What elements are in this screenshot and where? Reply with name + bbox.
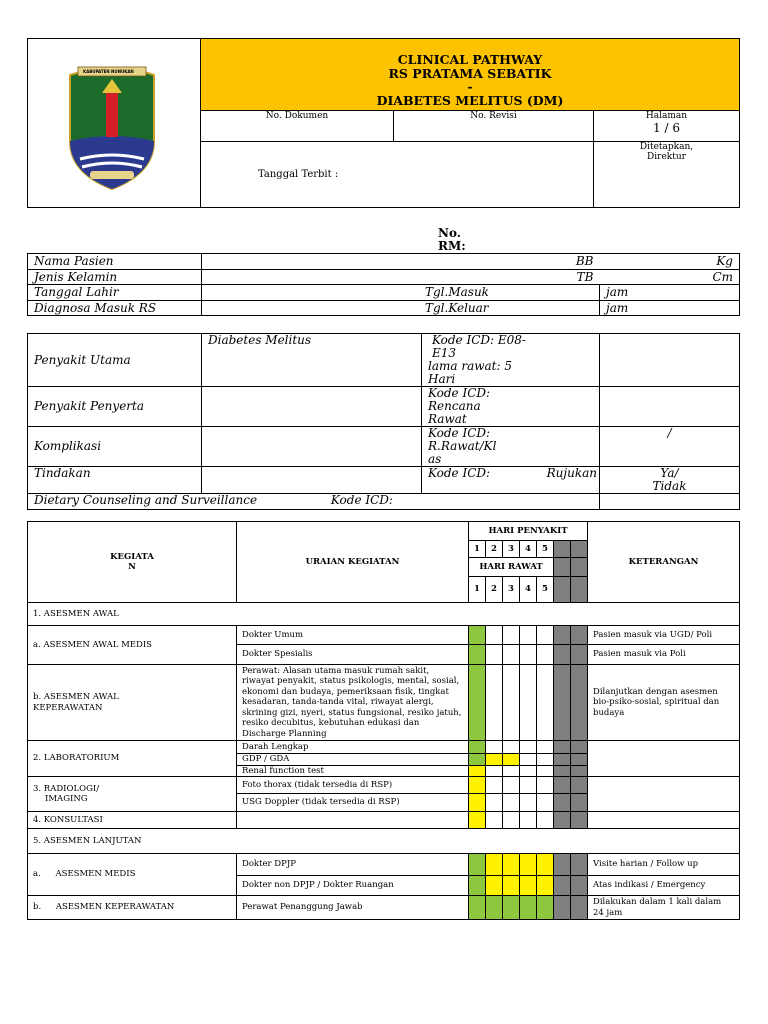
hari-rawat-header: HARI RAWAT (469, 558, 554, 577)
usg-label: USG Doppler (tidak tersedia di RSP) (237, 794, 469, 812)
icd-dietary: Kode ICD: (330, 493, 393, 507)
cell-empty (537, 754, 554, 766)
jenis-kelamin-label: Jenis Kelamin (28, 269, 202, 285)
hr-day-5: 5 (537, 577, 554, 603)
cell-gray (554, 645, 571, 665)
direktur-label: Direktur (647, 152, 686, 162)
cell-yellow (537, 854, 554, 876)
title-line-3: - (467, 79, 473, 94)
dokter-umum-label: Dokter Umum (237, 626, 469, 645)
diagnosa-masuk-label: Diagnosa Masuk RS (28, 300, 202, 316)
hr-shade (554, 558, 571, 577)
cell-empty (537, 626, 554, 645)
cell-empty (486, 741, 503, 754)
keterangan-header: KETERANGAN (588, 522, 740, 603)
cell-gray (554, 777, 571, 794)
cell-empty (520, 777, 537, 794)
asesmen-medis-text: ASESMEN MEDIS (55, 869, 136, 880)
cell-yellow (486, 854, 503, 876)
ya-label: Ya/ (660, 466, 679, 480)
kg-label: Kg (600, 254, 740, 270)
cell-yellow (469, 777, 486, 794)
perawat-pj-label: Perawat Penanggung Jawab (237, 896, 469, 920)
slash-mark: / (667, 426, 672, 440)
tindakan-label: Tindakan (28, 467, 202, 494)
cell-gray (571, 741, 588, 754)
cell-empty (537, 765, 554, 777)
logo-cell (28, 39, 201, 208)
perawat-text: Perawat: Alasan utama masuk rumah sakit, riwayat penyakit, status psikologis, mental, sosial, ekonomi dan budaya, pemeriksaan fisik, tingkat kesadaran, tanda-tanda vital, riwayat alergi, skrining gizi, nyeri, status fungsional, resiko jatuh, resiko decubitus, kebutuhan edukasi dan Discharge Planning (237, 665, 469, 741)
cell-green (537, 896, 554, 920)
hp-day-3: 3 (503, 541, 520, 558)
utama-extra-cell (600, 334, 740, 387)
halaman-cell (594, 111, 740, 142)
no-dokumen-label: No. Dokumen (265, 111, 329, 121)
cell-green (469, 854, 486, 876)
cell-yellow (469, 812, 486, 829)
cell-green (486, 896, 503, 920)
icd-utama-cell (422, 334, 600, 387)
dpjp-label: Dokter DPJP (237, 854, 469, 876)
konsultasi-label: 4. KONSULTASI (28, 812, 237, 829)
dokter-umum-ket: Pasien masuk via UGD/ Poli (588, 626, 740, 645)
icd-penyerta: Kode ICD: (428, 386, 491, 400)
perawat-ket: Dilanjutkan dengan asesmen bio-psiko-sosial, spiritual dan budaya (588, 665, 740, 741)
cell-green (469, 645, 486, 665)
penyakit-penyerta-label: Penyakit Penyerta (28, 387, 202, 427)
title-line-2: RS PRATAMA SEBATIK (388, 65, 552, 81)
cell-gray (571, 665, 588, 741)
nama-pasien-label: Nama Pasien (28, 254, 202, 270)
cell-empty (486, 812, 503, 829)
hp-day-4: 4 (520, 541, 537, 558)
radiologi-ket (588, 777, 740, 812)
cell-yellow (486, 754, 503, 766)
radiologi-2: IMAGING (45, 794, 88, 804)
tanggal-terbit-label: Tanggal Terbit : (258, 169, 339, 180)
asesmen-awal-kep-2: KEPERAWATAN (33, 702, 103, 713)
cell-green (469, 754, 486, 766)
gdp-label: GDP / GDA (237, 754, 469, 766)
icd-utama-2: E13 (432, 346, 457, 360)
cell-empty (503, 665, 520, 741)
lama-rawat-2: Hari (428, 372, 456, 386)
no-rm-line-1: No. (438, 226, 461, 240)
cell-gray (554, 854, 571, 876)
cell-gray (571, 777, 588, 794)
dietary-label: Dietary Counseling and Surveillance (34, 493, 258, 507)
cell-empty (520, 665, 537, 741)
cell-empty (520, 765, 537, 777)
asesmen-awal-medis-label: a. ASESMEN AWAL MEDIS (28, 626, 237, 665)
dokter-spesialis-ket: Pasien masuk via Poli (588, 645, 740, 665)
jam-masuk-label: jam (600, 285, 740, 301)
icd-komplikasi: Kode ICD: (428, 426, 491, 440)
no-revisi-cell (394, 111, 594, 142)
hp-shade (554, 541, 571, 558)
cell-empty (503, 626, 520, 645)
no-rm (438, 227, 466, 253)
dpjp-ket: Visite harian / Follow up (588, 854, 740, 876)
cell-empty (503, 765, 520, 777)
perawat-pj-ket: Dilakukan dalam 1 kali dalam 24 jam (588, 896, 740, 920)
rawat-label: Rawat (428, 412, 467, 426)
tgl-masuk-label: Tgl.Masuk (202, 285, 600, 301)
cell-gray (571, 812, 588, 829)
no-revisi-label: No. Revisi (470, 111, 517, 121)
regency-logo-icon (62, 61, 162, 191)
cell-empty (520, 754, 537, 766)
konsultasi-ket (588, 812, 740, 829)
pathway-table (27, 521, 740, 920)
radiologi-1: 3. RADIOLOGI/ (33, 783, 100, 794)
hp-day-2: 2 (486, 541, 503, 558)
asesmen-medis-label (28, 854, 237, 896)
icd-tindakan: Kode ICD: (428, 466, 491, 480)
header-table (27, 38, 740, 208)
cell-yellow (520, 876, 537, 896)
cell-gray (554, 896, 571, 920)
icd-penyerta-cell (422, 387, 600, 427)
cell-yellow (469, 794, 486, 812)
cell-yellow (537, 876, 554, 896)
tgl-keluar-label: Tgl.Keluar (202, 300, 600, 316)
cell-empty (486, 765, 503, 777)
icd-komplikasi-cell (422, 427, 600, 467)
logo-banner-text: KABUPATEN NUNUKAN (83, 69, 134, 74)
cell-green (503, 896, 520, 920)
jam-keluar-label: jam (600, 300, 740, 316)
cell-empty (537, 794, 554, 812)
ya-tidak-cell (600, 467, 740, 494)
cell-yellow (503, 876, 520, 896)
dokter-spesialis-label: Dokter Spesialis (237, 645, 469, 665)
non-dpjp-label: Dokter non DPJP / Dokter Ruangan (237, 876, 469, 896)
cell-empty (486, 626, 503, 645)
title-line-4: DIABETES MELITUS (DM) (376, 92, 564, 108)
cell-gray (554, 754, 571, 766)
tanggal-terbit-cell (201, 142, 594, 208)
dm-value: Diabetes Melitus (202, 334, 422, 387)
no-dokumen-cell (201, 111, 394, 142)
asesmen-kep-label (28, 896, 237, 920)
rawat-kelas-2: as (428, 452, 442, 466)
komplikasi-value (202, 427, 422, 467)
cell-gray (554, 765, 571, 777)
icd-tindakan-cell (422, 467, 600, 494)
a-label: a. (33, 869, 41, 880)
cell-green (469, 626, 486, 645)
hr-day-4: 4 (520, 577, 537, 603)
tb-label: TB (202, 269, 600, 285)
cell-empty (503, 741, 520, 754)
cell-yellow (486, 876, 503, 896)
cell-gray (571, 754, 588, 766)
cell-empty (486, 645, 503, 665)
no-rm-line-2: RM: (438, 239, 466, 253)
slash-cell (600, 427, 740, 467)
uraian-header: URAIAN KEGIATAN (237, 522, 469, 603)
hr-shade (554, 577, 571, 603)
cell-yellow (503, 754, 520, 766)
bb-label: BB (202, 254, 600, 270)
patient-table (27, 253, 740, 316)
cell-empty (503, 812, 520, 829)
cell-gray (554, 794, 571, 812)
rawat-kelas-1: R.Rawat/Kl (428, 439, 497, 453)
cell-green (469, 741, 486, 754)
konsultasi-uraian (237, 812, 469, 829)
cell-gray (571, 794, 588, 812)
lab-ket (588, 741, 740, 777)
cell-empty (486, 665, 503, 741)
tindakan-value (202, 467, 422, 494)
cell-gray (554, 626, 571, 645)
cell-gray (571, 645, 588, 665)
diagnosis-table (27, 333, 740, 510)
cell-empty (486, 794, 503, 812)
ditetapkan-cell (594, 142, 740, 208)
lama-rawat-1: lama rawat: 5 (428, 359, 512, 373)
title-line-1: CLINICAL PATHWAY (397, 52, 543, 67)
kegiatan-header (28, 522, 237, 603)
dietary-extra-cell (600, 494, 740, 510)
tanggal-lahir-label: Tanggal Lahir (28, 285, 202, 301)
asesmen-lanjutan-section: 5. ASESMEN LANJUTAN (28, 829, 740, 854)
asesmen-kep-text: ASESMEN KEPERAWATAN (55, 902, 175, 913)
cell-yellow (469, 765, 486, 777)
ditetapkan-label: Ditetapkan, (639, 142, 694, 152)
cell-gray (571, 896, 588, 920)
cell-green (469, 876, 486, 896)
penyerta-value (202, 387, 422, 427)
hr-day-3: 3 (503, 577, 520, 603)
cell-empty (520, 741, 537, 754)
halaman-label: Halaman (645, 111, 688, 121)
cell-green (469, 896, 486, 920)
cell-green (520, 896, 537, 920)
cell-empty (537, 812, 554, 829)
hp-shade (571, 541, 588, 558)
cell-empty (486, 777, 503, 794)
hp-day-1: 1 (469, 541, 486, 558)
cell-empty (537, 741, 554, 754)
foto-thorax-label: Foto thorax (tidak tersedia di RSP) (237, 777, 469, 794)
laboratorium-label: 2. LABORATORIUM (28, 741, 237, 777)
halaman-value: 1 / 6 (653, 121, 680, 135)
cell-gray (554, 665, 571, 741)
rencana-label: Rencana (428, 399, 481, 413)
cell-empty (537, 665, 554, 741)
tidak-label: Tidak (652, 479, 687, 493)
asesmen-awal-kep-1: b. ASESMEN AWAL (33, 692, 119, 702)
asesmen-awal-kep-label (28, 665, 237, 741)
hr-day-1: 1 (469, 577, 486, 603)
hr-shade (571, 577, 588, 603)
kegiatan-header-1: KEGIATA (110, 551, 154, 562)
cell-gray (554, 876, 571, 896)
dietary-cell (28, 494, 600, 510)
cell-gray (571, 765, 588, 777)
cell-yellow (503, 854, 520, 876)
komplikasi-label: Komplikasi (28, 427, 202, 467)
cell-yellow (520, 854, 537, 876)
kegiatan-header-2: N (128, 562, 136, 572)
rujukan-label: Rujukan (546, 466, 597, 480)
cell-gray (554, 812, 571, 829)
cell-gray (571, 876, 588, 896)
hari-penyakit-header: HARI PENYAKIT (469, 522, 588, 541)
cell-gray (571, 854, 588, 876)
cell-empty (503, 777, 520, 794)
hp-day-5: 5 (537, 541, 554, 558)
cell-green (469, 665, 486, 741)
darah-lengkap-label: Darah Lengkap (237, 741, 469, 754)
cell-empty (520, 626, 537, 645)
cell-empty (503, 645, 520, 665)
cell-empty (520, 794, 537, 812)
icd-utama-1: Kode ICD: E08- (432, 333, 526, 347)
non-dpjp-ket: Atas indikasi / Emergency (588, 876, 740, 896)
penyakit-utama-label: Penyakit Utama (28, 334, 202, 387)
penyerta-extra-cell (600, 387, 740, 427)
renal-label: Renal function test (237, 765, 469, 777)
asesmen-awal-section: 1. ASESMEN AWAL (28, 603, 740, 626)
title-block (201, 39, 740, 111)
cell-empty (520, 812, 537, 829)
hr-day-2: 2 (486, 577, 503, 603)
radiologi-label (28, 777, 237, 812)
b-label: b. (33, 902, 42, 913)
cm-label: Cm (600, 269, 740, 285)
cell-gray (571, 626, 588, 645)
hr-shade (571, 558, 588, 577)
cell-empty (537, 777, 554, 794)
cell-empty (537, 645, 554, 665)
cell-gray (554, 741, 571, 754)
cell-empty (520, 645, 537, 665)
cell-empty (503, 794, 520, 812)
